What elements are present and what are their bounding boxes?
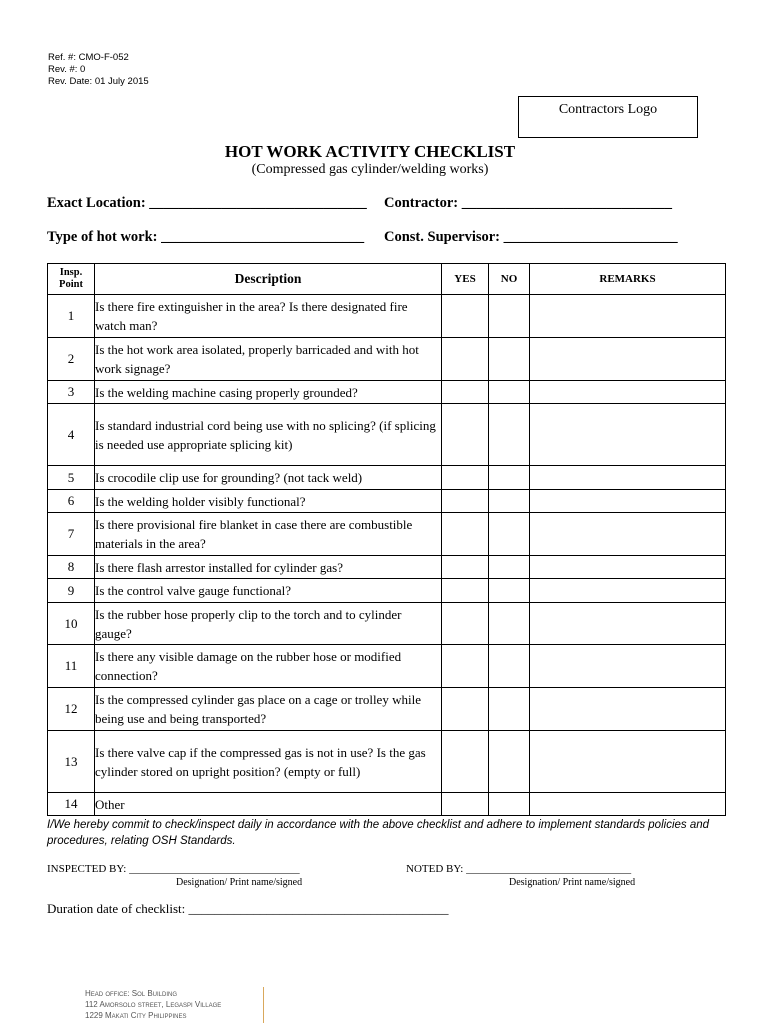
row-number: 12 [48, 688, 95, 731]
row-description: Is the welding holder visibly functional? [95, 490, 442, 513]
noted-by-caption: Designation/ Print name/signed [509, 877, 636, 888]
table-row [48, 793, 726, 816]
row-number: 4 [48, 404, 95, 466]
table-row [48, 688, 726, 731]
commitment-statement: I/We hereby commit to check/inspect daily in accordance with the above checklist and adhere to implement standards policies and procedures, relating OSH Standards. [47, 819, 710, 847]
no-cell[interactable] [489, 731, 530, 793]
document-subtitle: (Compressed gas cylinder/welding works) [251, 162, 489, 177]
exact-location-field[interactable]: Exact Location: ______________________________ [47, 195, 367, 211]
yes-cell[interactable] [442, 381, 489, 404]
row-description: Is the compressed cylinder gas place on a cage or trolley while being use and being transported? [95, 688, 442, 731]
type-of-hot-work-field[interactable]: Type of hot work: ____________________________ [47, 229, 365, 245]
table-header-row [48, 264, 726, 295]
table-row [48, 513, 726, 556]
yes-cell[interactable] [442, 793, 489, 816]
remarks-cell[interactable] [530, 603, 726, 645]
no-cell[interactable] [489, 556, 530, 579]
row-number: 7 [48, 513, 95, 556]
remarks-cell[interactable] [530, 338, 726, 381]
row-description: Other [95, 793, 442, 816]
row-number: 10 [48, 603, 95, 645]
row-number: 5 [48, 466, 95, 490]
no-cell[interactable] [489, 381, 530, 404]
yes-cell[interactable] [442, 603, 489, 645]
table-row [48, 556, 726, 579]
remarks-cell[interactable] [530, 404, 726, 466]
no-cell[interactable] [489, 295, 530, 338]
table-row [48, 603, 726, 645]
no-cell[interactable] [489, 513, 530, 556]
no-cell[interactable] [489, 645, 530, 688]
duration-date-field[interactable]: Duration date of checklist: ________________________________________ [47, 901, 449, 916]
row-description: Is the welding machine casing properly grounded? [95, 381, 442, 404]
remarks-cell[interactable] [530, 731, 726, 793]
remarks-cell[interactable] [530, 793, 726, 816]
no-cell[interactable] [489, 579, 530, 603]
row-number: 11 [48, 645, 95, 688]
row-number: 9 [48, 579, 95, 603]
table-row [48, 731, 726, 793]
remarks-cell[interactable] [530, 556, 726, 579]
table-row [48, 381, 726, 404]
row-number: 14 [48, 793, 95, 816]
checklist-table [47, 263, 726, 816]
table-row [48, 645, 726, 688]
table-row [48, 404, 726, 466]
row-description: Is the control valve gauge functional? [95, 579, 442, 603]
no-cell[interactable] [489, 490, 530, 513]
table-row [48, 490, 726, 513]
row-number: 6 [48, 490, 95, 513]
yes-cell[interactable] [442, 731, 489, 793]
header-remarks: REMARKS [530, 264, 726, 295]
row-number: 8 [48, 556, 95, 579]
row-description: Is standard industrial cord being use with no splicing? (if splicing is needed use appropriate splicing kit) [95, 404, 442, 466]
inspected-by-caption: Designation/ Print name/signed [176, 877, 303, 888]
yes-cell[interactable] [442, 490, 489, 513]
contractors-logo-box: Contractors Logo [518, 96, 698, 138]
noted-by-field[interactable]: NOTED BY: ______________________________ [406, 863, 632, 875]
row-description: Is the hot work area isolated, properly barricaded and with hot work signage? [95, 338, 442, 381]
yes-cell[interactable] [442, 645, 489, 688]
rev-date: Rev. Date: 01 July 2015 [48, 76, 149, 87]
remarks-cell[interactable] [530, 645, 726, 688]
yes-cell[interactable] [442, 338, 489, 381]
document-title: HOT WORK ACTIVITY CHECKLIST [224, 142, 516, 161]
yes-cell[interactable] [442, 688, 489, 731]
remarks-cell[interactable] [530, 579, 726, 603]
header-no: NO [489, 264, 530, 295]
table-row [48, 295, 726, 338]
yes-cell[interactable] [442, 404, 489, 466]
footer-address-line2: 112 Amorsolo street, Legaspi Village [85, 1000, 222, 1009]
table-row [48, 466, 726, 490]
inspected-by-field[interactable]: INSPECTED BY: _______________________________ [47, 863, 300, 875]
yes-cell[interactable] [442, 556, 489, 579]
no-cell[interactable] [489, 338, 530, 381]
remarks-cell[interactable] [530, 490, 726, 513]
ref-number: Ref. #: CMO-F-052 [48, 52, 129, 63]
no-cell[interactable] [489, 688, 530, 731]
yes-cell[interactable] [442, 295, 489, 338]
no-cell[interactable] [489, 793, 530, 816]
remarks-cell[interactable] [530, 688, 726, 731]
yes-cell[interactable] [442, 513, 489, 556]
footer-address-line1: Head office: Sol Building [85, 989, 178, 998]
remarks-cell[interactable] [530, 295, 726, 338]
no-cell[interactable] [489, 603, 530, 645]
row-description: Is there provisional fire blanket in case there are combustible materials in the area? [95, 513, 442, 556]
rev-number: Rev. #: 0 [48, 64, 86, 75]
row-number: 1 [48, 295, 95, 338]
row-number: 2 [48, 338, 95, 381]
row-description: Is the rubber hose properly clip to the torch and to cylinder gauge? [95, 603, 442, 645]
row-description: Is there flash arrestor installed for cylinder gas? [95, 556, 442, 579]
contractor-field[interactable]: Contractor: _____________________________ [384, 195, 672, 211]
footer-divider [263, 987, 264, 1023]
header-description: Description [95, 264, 442, 295]
header-yes: YES [442, 264, 489, 295]
table-row [48, 338, 726, 381]
header-insp-point: Insp. Point [48, 264, 95, 295]
table-row [48, 579, 726, 603]
row-description: Is there any visible damage on the rubber hose or modified connection? [95, 645, 442, 688]
remarks-cell[interactable] [530, 381, 726, 404]
row-description: Is there fire extinguisher in the area? Is there designated fire watch man? [95, 295, 442, 338]
remarks-cell[interactable] [530, 513, 726, 556]
remarks-cell[interactable] [530, 466, 726, 490]
row-description: Is there valve cap if the compressed gas is not in use? Is the gas cylinder stored on upright position? (empty or full) [95, 731, 442, 793]
yes-cell[interactable] [442, 466, 489, 490]
footer-address [85, 988, 221, 1021]
footer-address-line3: 1229 Makati City Philippines [85, 1011, 187, 1020]
row-number: 3 [48, 381, 95, 404]
yes-cell[interactable] [442, 579, 489, 603]
const-supervisor-field[interactable]: Const. Supervisor: ________________________ [384, 229, 678, 245]
no-cell[interactable] [489, 404, 530, 466]
row-description: Is crocodile clip use for grounding? (not tack weld) [95, 466, 442, 490]
row-number: 13 [48, 731, 95, 793]
no-cell[interactable] [489, 466, 530, 490]
